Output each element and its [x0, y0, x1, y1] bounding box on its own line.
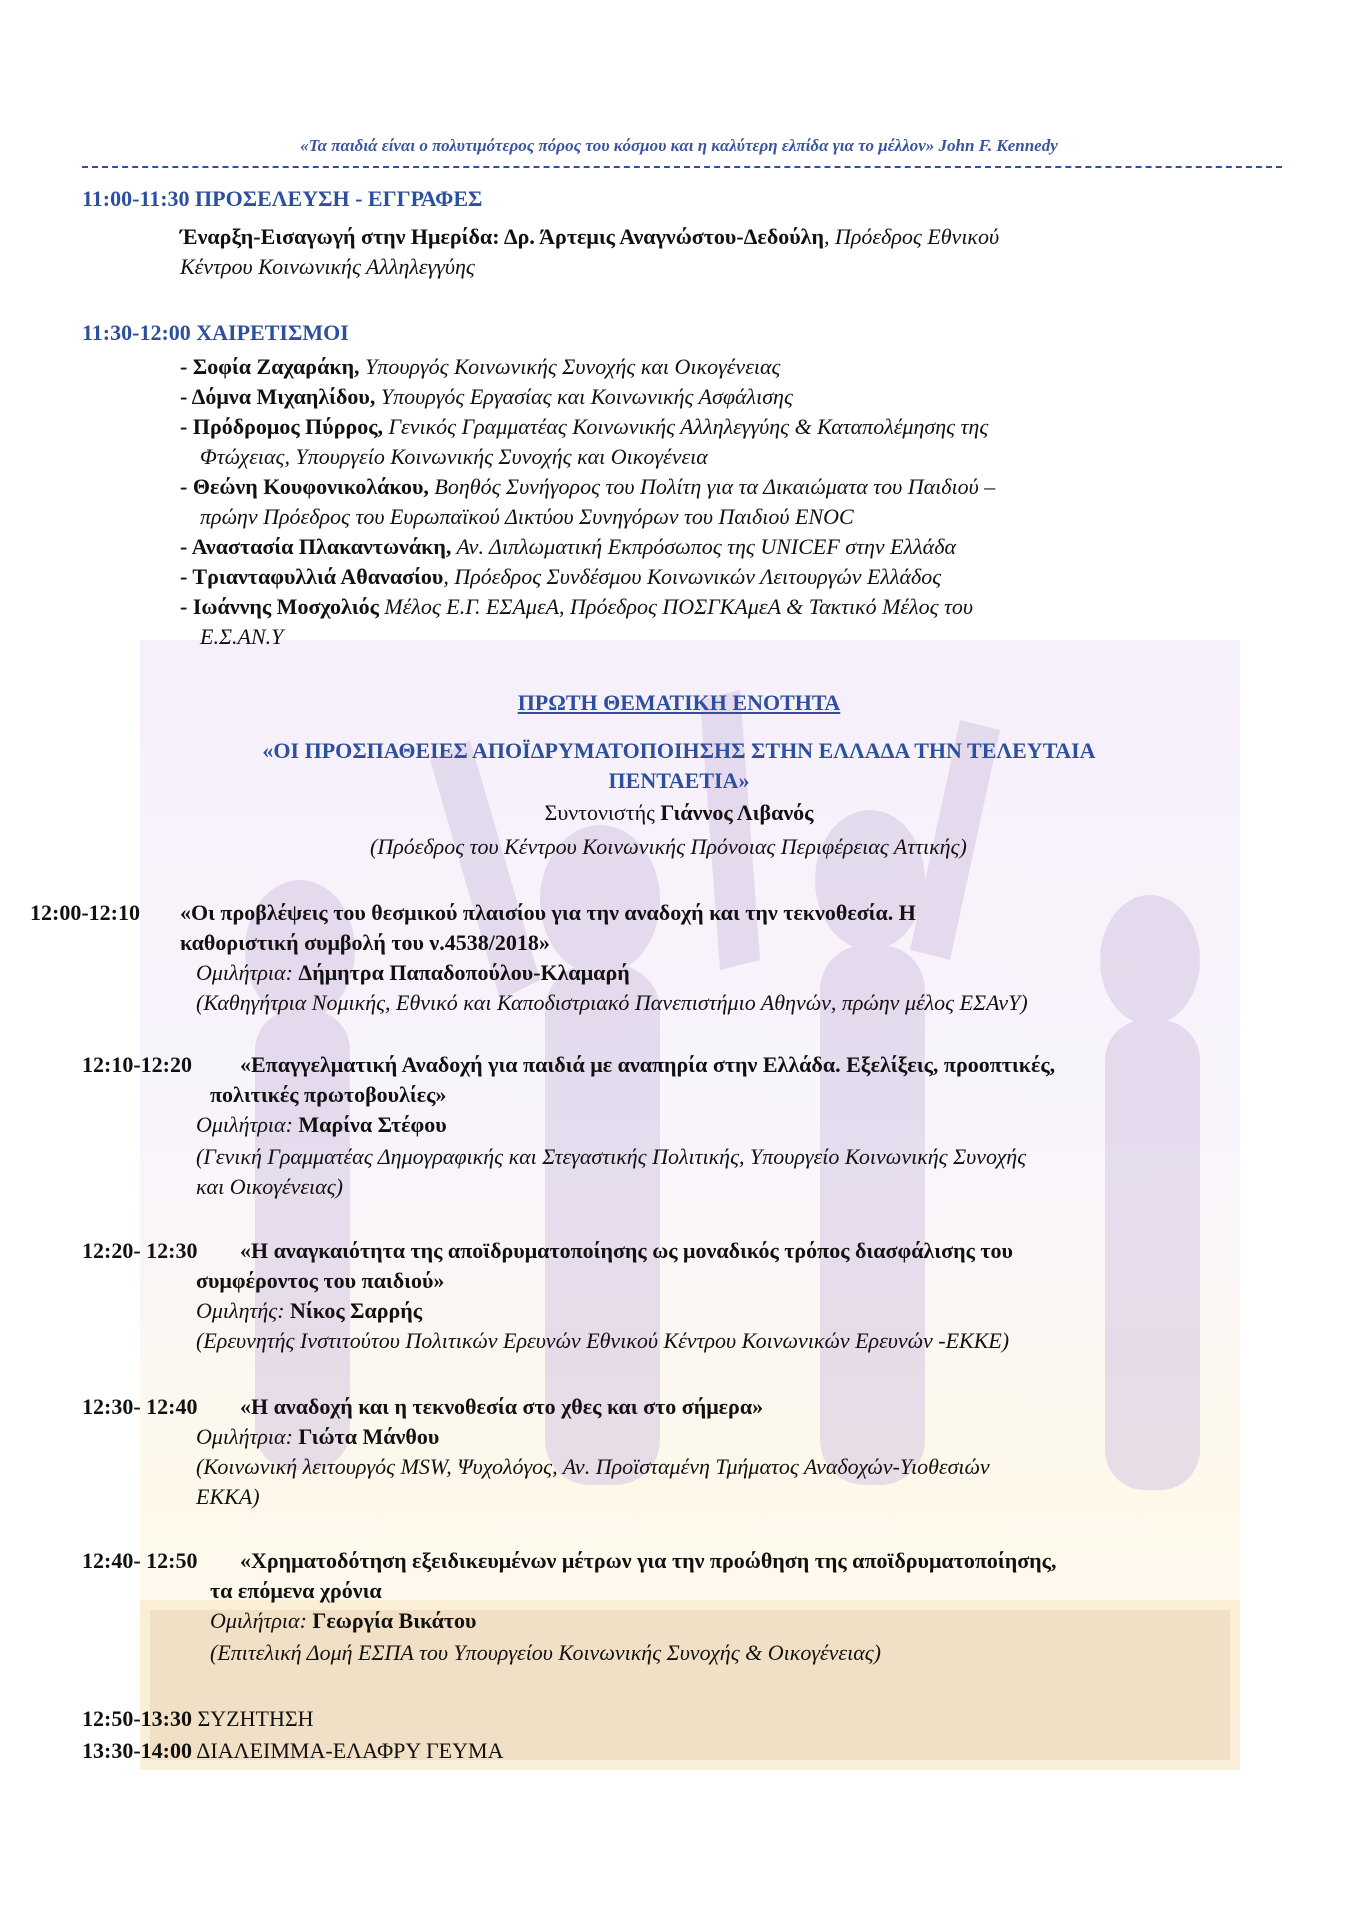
talk-title: «Οι προβλέψεις του θεσμικού πλαισίου για την αναδοχή και την τεκνοθεσία. Η	[180, 900, 916, 925]
closing-label: ΣΥΖΗΤΗΣΗ	[197, 1706, 314, 1731]
section-title-line1: «ΟΙ ΠΡΟΣΠΑΘΕΙΕΣ ΑΠΟΪΔΡΥΜΑΤΟΠΟΙΗΣΗΣ ΣΤΗΝ ΕΛΛΑΔΑ ΤΗΝ ΤΕΛΕΥΤΑΙΑ	[262, 738, 1096, 763]
arrival-time-title: 11:00-11:30 ΠΡΟΣΕΛΕΥΣΗ - ΕΓΓΡΑΦΕΣ	[82, 186, 483, 211]
greeting-role: Μέλος Ε.Γ. ΕΣΑμεΑ, Πρόεδρος ΠΟΣΓΚΑμεΑ & Τακτικό Μέλος του	[378, 594, 974, 619]
greetings-time-title: 11:30-12:00 ΧΑΙΡΕΤΙΣΜΟΙ	[82, 320, 349, 345]
greeting-item	[180, 592, 973, 622]
talk-affiliation-cont: ΕΚΚΑ)	[196, 1484, 260, 1509]
intro-role: , Πρόεδρος Εθνικού	[823, 224, 1000, 249]
section-title-line2: ΠΕΝΤΑΕΤΙΑ»	[608, 768, 750, 793]
header-quote: «Τα παιδιά είναι ο πολυτιμότερος πόρος του κόσμου και η καλύτερη ελπίδα για το μέλλον» John F. Kennedy	[300, 136, 1058, 155]
talk-time: 12:00-12:10	[30, 900, 140, 925]
arrival-intro	[180, 222, 1280, 252]
greeting-item	[180, 412, 988, 442]
talk-affiliation: (Επιτελική Δομή ΕΣΠΑ του Υπουργείου Κοινωνικής Συνοχής & Οικογένειας)	[210, 1640, 881, 1665]
talk-affiliation: (Καθηγήτρια Νομικής, Εθνικό και Καποδιστριακό Πανεπιστήμιο Αθηνών, πρώην μέλος ΕΣΑνΥ)	[196, 990, 1028, 1015]
talk-speaker	[210, 1606, 476, 1636]
talk-time: 12:20- 12:30	[82, 1238, 198, 1263]
speaker-name: Γεωργία Βικάτου	[312, 1608, 477, 1633]
talk-title: «Επαγγελματική Αναδοχή για παιδιά με αναπηρία στην Ελλάδα. Εξελίξεις, προοπτικές,	[240, 1052, 1056, 1077]
speaker-name: Δήμητρα Παπαδοπούλου-Κλαμαρή	[298, 960, 630, 985]
speaker-label: Ομιλήτρια:	[196, 1112, 293, 1137]
greeting-role: Υπουργός Κοινωνικής Συνοχής και Οικογένειας	[359, 354, 781, 379]
closing-label: ΔΙΑΛΕΙΜΜΑ-ΕΛΑΦΡΥ ΓΕΥΜΑ	[196, 1738, 504, 1763]
coordinator	[0, 798, 1358, 828]
talk-time: 12:10-12:20	[82, 1052, 192, 1077]
speaker-label: Ομιλητής:	[196, 1298, 285, 1323]
talk-speaker	[196, 958, 630, 988]
intro-bold: Έναρξη-Εισαγωγή στην Ημερίδα: Δρ. Άρτεμις Αναγνώστου-Δεδούλη	[180, 224, 824, 249]
talk-title-cont: τα επόμενα χρόνια	[210, 1578, 382, 1603]
greeting-name: - Δόμνα Μιχαηλίδου,	[180, 384, 376, 409]
closing-item	[82, 1704, 314, 1734]
talk-time: 12:40- 12:50	[82, 1548, 198, 1573]
talk-speaker	[196, 1296, 422, 1326]
speaker-label: Ομιλήτρια:	[210, 1608, 307, 1633]
speaker-name: Νίκος Σαρρής	[290, 1298, 423, 1323]
greeting-item	[180, 562, 941, 592]
intro-role-cont: Κέντρου Κοινωνικής Αλληλεγγύης	[180, 254, 475, 279]
talk-affiliation-cont: και Οικογένειας)	[196, 1174, 343, 1199]
speaker-name: Γιώτα Μάνθου	[298, 1424, 440, 1449]
talk-speaker	[196, 1422, 439, 1452]
greeting-role-cont: Ε.Σ.ΑΝ.Υ	[200, 624, 284, 649]
greeting-role-cont: Φτώχειας, Υπουργείο Κοινωνικής Συνοχής και Οικογένεια	[200, 444, 708, 469]
greeting-name: - Τριανταφυλλιά Αθανασίου	[180, 564, 444, 589]
greeting-role: , Πρόεδρος Συνδέσμου Κοινωνικών Λειτουργών Ελλάδος	[443, 564, 942, 589]
greeting-item	[180, 382, 793, 412]
coordinator-name: Γιάννος Λιβανός	[660, 800, 814, 825]
talk-title: «Χρηματοδότηση εξειδικευμένων μέτρων για την προώθηση της αποϊδρυματοποίησης,	[240, 1548, 1057, 1573]
talk-title-cont: πολιτικές πρωτοβουλίες»	[210, 1082, 447, 1107]
talk-speaker	[196, 1110, 447, 1140]
speaker-label: Ομιλήτρια:	[196, 1424, 293, 1449]
greeting-item	[180, 352, 780, 382]
talk-affiliation: (Ερευνητής Ινστιτούτου Πολιτικών Ερευνών Εθνικού Κέντρου Κοινωνικών Ερευνών -ΕΚΚΕ)	[196, 1328, 1010, 1353]
greeting-name: - Πρόδρομος Πύρρος,	[180, 414, 384, 439]
talk-affiliation: (Κοινωνική λειτουργός MSW, Ψυχολόγος, Αν. Προϊσταμένη Τμήματος Αναδοχών-Υιοθεσιών	[196, 1454, 990, 1479]
coordinator-role: (Πρόεδρος του Κέντρου Κοινωνικής Πρόνοιας Περιφέρειας Αττικής)	[370, 834, 967, 859]
greeting-role: Γενικός Γραμματέας Κοινωνικής Αλληλεγγύης & Καταπολέμησης της	[383, 414, 989, 439]
speaker-name: Μαρίνα Στέφου	[298, 1112, 447, 1137]
header-divider	[82, 166, 1282, 168]
talk-time: 12:30- 12:40	[82, 1394, 198, 1419]
greeting-name: - Σοφία Ζαχαράκη,	[180, 354, 360, 379]
greeting-role: Υπουργός Εργασίας και Κοινωνικής Ασφάλισης	[375, 384, 793, 409]
closing-time: 13:30-14:00	[82, 1738, 192, 1763]
speaker-label: Ομιλήτρια:	[196, 960, 293, 985]
coordinator-label: Συντονιστής	[544, 800, 661, 825]
greeting-name: - Αναστασία Πλακαντωνάκη,	[180, 534, 452, 559]
section-heading: ΠΡΩΤΗ ΘΕΜΑΤΙΚΗ ΕΝΟΤΗΤΑ	[517, 690, 841, 715]
closing-time: 12:50-13:30	[82, 1706, 192, 1731]
closing-item	[82, 1736, 503, 1766]
talk-title-cont: συμφέροντος του παιδιού»	[196, 1268, 445, 1293]
greeting-role-cont: πρώην Πρόεδρος του Ευρωπαϊκού Δικτύου Συνηγόρων του Παιδιού ENOC	[200, 504, 854, 529]
talk-title-cont: καθοριστική συμβολή του ν.4538/2018»	[180, 930, 550, 955]
talk-title: «Η αναδοχή και η τεκνοθεσία στο χθες και στο σήμερα»	[240, 1394, 764, 1419]
talk-title: «Η αναγκαιότητα της αποϊδρυματοποίησης ως μοναδικός τρόπος διασφάλισης του	[240, 1238, 1013, 1263]
greeting-role: Αν. Διπλωματική Εκπρόσωπος της UNICEF στην Ελλάδα	[451, 534, 956, 559]
greeting-name: - Θεώνη Κουφονικολάκου,	[180, 474, 429, 499]
greeting-item	[180, 472, 995, 502]
talk-affiliation: (Γενική Γραμματέας Δημογραφικής και Στεγαστικής Πολιτικής, Υπουργείο Κοινωνικής Συνοχής	[196, 1144, 1027, 1169]
greeting-name: - Ιωάννης Μοσχολιός	[180, 594, 379, 619]
greeting-role: Βοηθός Συνήγορος του Πολίτη για τα Δικαιώματα του Παιδιού –	[428, 474, 996, 499]
greeting-item	[180, 532, 956, 562]
